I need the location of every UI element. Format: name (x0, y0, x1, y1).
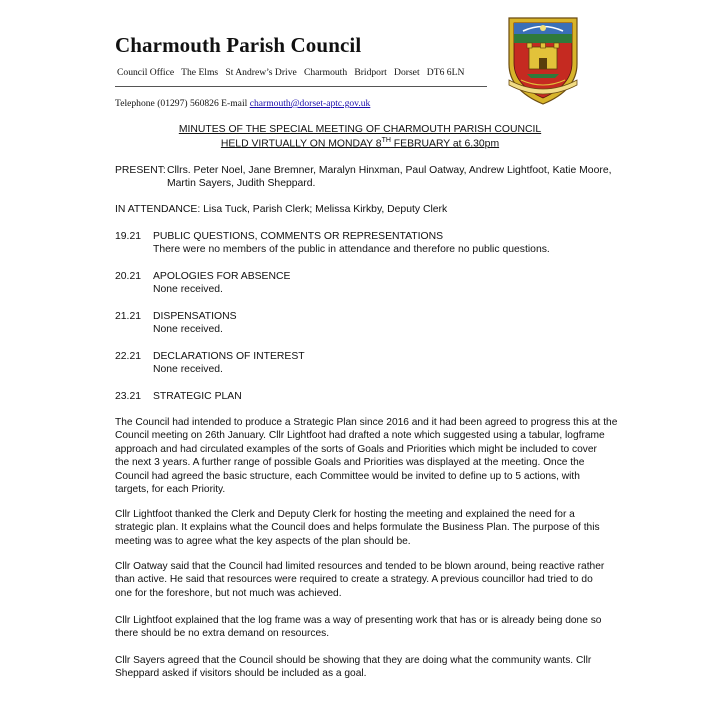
title-time-text: FEBRUARY at 6.30pm (390, 138, 500, 150)
item-heading: DECLARATIONS OF INTEREST (153, 351, 305, 362)
telephone-text: Telephone (01297) 560826 E-mail (115, 98, 248, 109)
council-name: Charmouth Parish Council (115, 33, 362, 57)
item-body: None received. (153, 324, 223, 335)
item-heading: APOLOGIES FOR ABSENCE (153, 271, 291, 282)
paragraph-line: Cllr Sayers agreed that the Council should be showing that they are doing what the community wants. Cllr (115, 655, 592, 666)
item-number: 22.21 (115, 351, 142, 362)
paragraph-line: The Council had intended to produce a Strategic Plan since 2016 and it had been agreed to progress this at the (115, 417, 618, 428)
item-heading: PUBLIC QUESTIONS, COMMENTS OR REPRESENTATIONS (153, 231, 444, 242)
paragraph-line: Cllr Lightfoot explained that the log frame was a way of presenting work that has or is already being done so (115, 615, 602, 626)
item-number: 23.21 (115, 391, 142, 402)
paragraph-line: Sheppard asked if visitors should be included as a goal. (115, 668, 367, 680)
paragraph-line: targets, for each Priority. (115, 484, 226, 496)
present-label: PRESENT: (115, 165, 166, 176)
minutes-paragraph (115, 508, 607, 548)
present-line-2: Martin Sayers, Judith Sheppard. (167, 178, 316, 189)
item-body: None received. (153, 284, 223, 295)
paragraph-line: meeting was to agree what the key aspects of the plan should be. (115, 535, 411, 547)
crest-motto-ribbon (503, 76, 583, 100)
paragraph-line: Cllr Oatway said that the Council had limited resources and tended to be blown around, being reactive rather (115, 561, 605, 572)
minutes-paragraph (115, 614, 607, 641)
title-date-suffix: TH (381, 137, 391, 144)
item-number: 21.21 (115, 311, 142, 322)
present-line-1: Cllrs. Peter Noel, Jane Bremner, Maralyn Hinxman, Paul Oatway, Andrew Lightfoot, Katie Moore, (167, 165, 612, 176)
minutes-title-line-2 (115, 137, 605, 149)
header-divider (115, 86, 487, 87)
paragraph-line: the next 3 years. A further range of possible Goals and Priorities was displayed at the meeting. Once the (115, 457, 585, 469)
paragraph-line: approach and had circulated examples of the sorts of Goals and Priorities which might be included to cover (115, 443, 597, 455)
paragraph-line: than active. He said that resources were required to create a strategy. A previous councillor had tried to do (115, 574, 593, 586)
attendance-line: IN ATTENDANCE: Lisa Tuck, Parish Clerk; Melissa Kirkby, Deputy Clerk (115, 204, 448, 215)
contact-line (115, 98, 370, 109)
paragraph-line: Council had agreed the basic structure, each Committee would be invited to define up to 5 actions, with (115, 470, 580, 482)
paragraph-line: strategic plan. It explains what the Council does and helps formulate the Business Plan. The purpose of this (115, 522, 600, 534)
item-body: There were no members of the public in attendance and therefore no public questions. (153, 244, 550, 255)
council-address: Council Office The Elms St Andrew’s Drive Charmouth Bridport Dorset DT6 6LN (117, 67, 465, 78)
item-body: None received. (153, 364, 223, 375)
item-heading: DISPENSATIONS (153, 311, 237, 322)
paragraph-line: there should be no extra demand on resources. (115, 628, 330, 640)
paragraph-line: Council meeting on 26th January. Cllr Lightfoot had drafted a note which suggested using a tabular, logframe (115, 430, 605, 442)
email-link[interactable]: charmouth@dorset-aptc.gov.uk (249, 98, 371, 109)
paragraph-line: Cllr Lightfoot thanked the Clerk and Deputy Clerk for hosting the meeting and explained the need for a (115, 509, 575, 520)
item-number: 20.21 (115, 271, 142, 282)
item-heading: STRATEGIC PLAN (153, 391, 242, 402)
item-number: 19.21 (115, 231, 142, 242)
title-date-text: HELD VIRTUALLY ON MONDAY 8 (220, 138, 382, 150)
minutes-paragraph (115, 560, 607, 600)
paragraph-line: one for the foreshore, but not much was achieved. (115, 587, 342, 599)
minutes-paragraph (115, 654, 607, 681)
minutes-title-line-1: MINUTES OF THE SPECIAL MEETING OF CHARMOUTH PARISH COUNCIL (178, 124, 542, 135)
minutes-paragraph (115, 416, 618, 496)
